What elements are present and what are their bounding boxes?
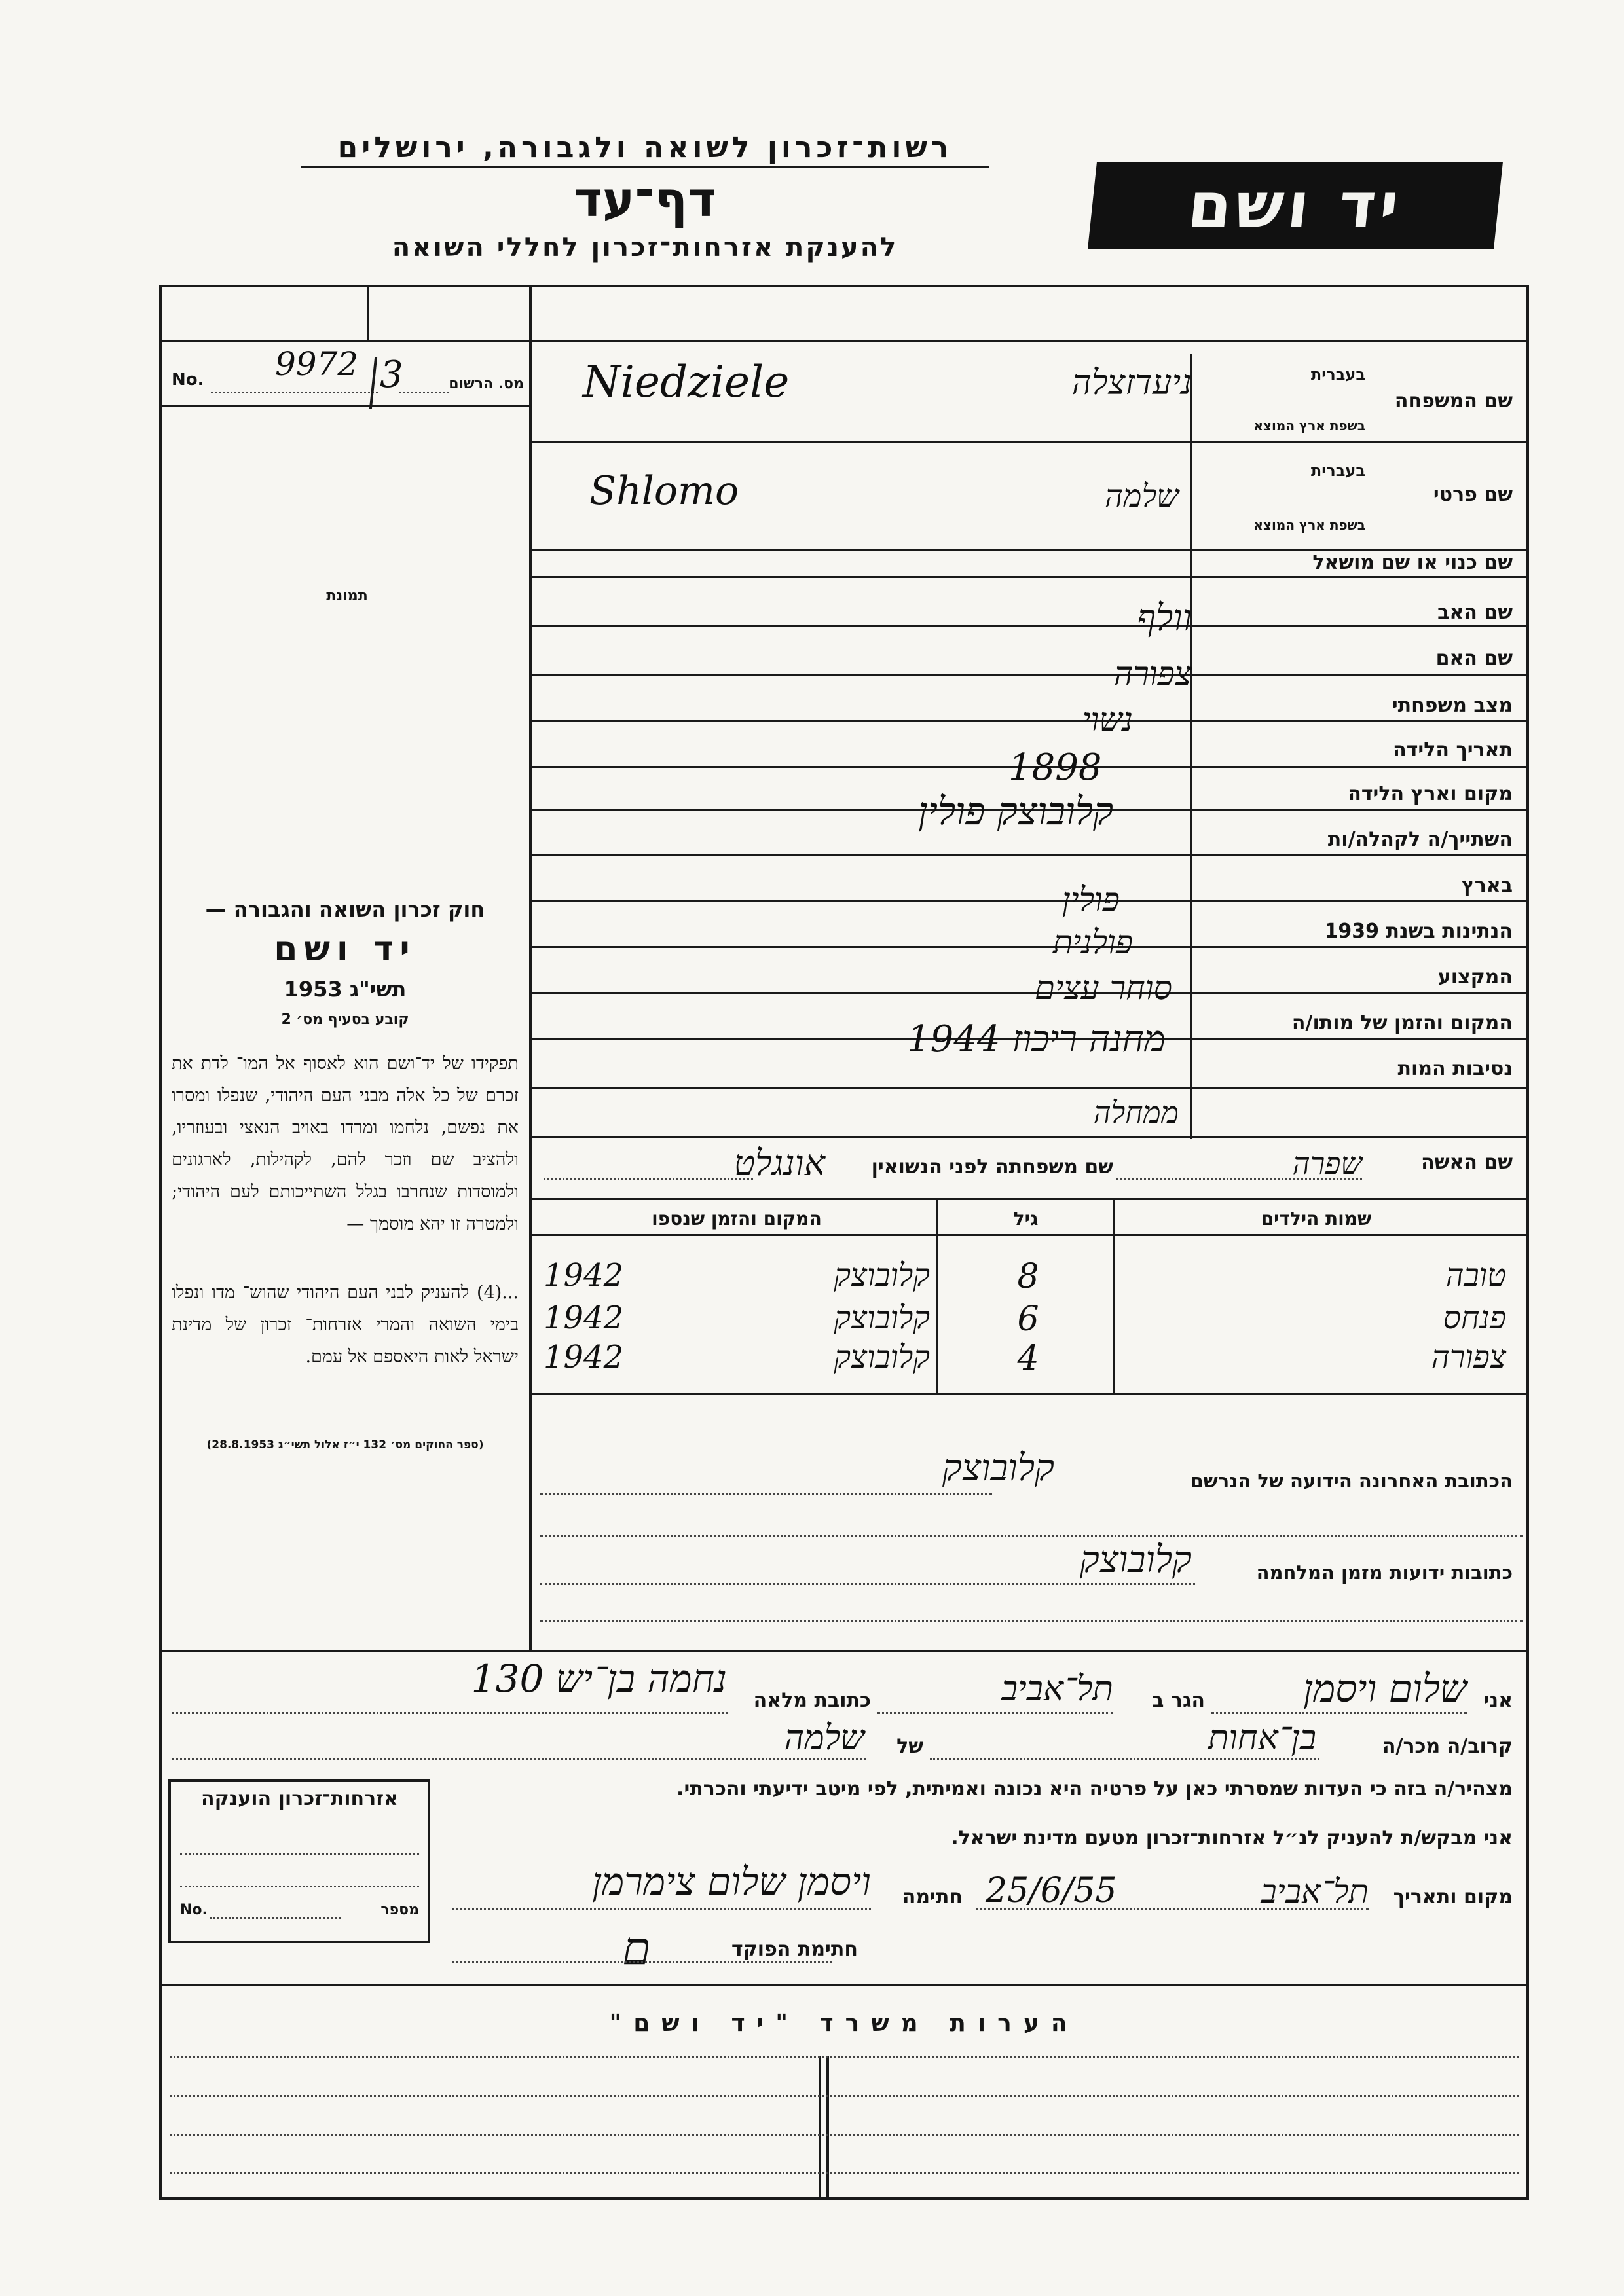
war-address-value: קלובוצק	[1079, 1539, 1192, 1581]
death-place-label: המקום והזמן של מותו/ה	[1291, 1011, 1513, 1034]
surname-label: שם המשפחה	[1394, 390, 1513, 412]
children-header-line	[532, 1234, 1527, 1236]
field-row-line	[532, 549, 1527, 551]
alias-label: שם כנוי או שם מושאל	[1312, 551, 1513, 574]
country-label: בארץ	[1461, 874, 1513, 897]
law-name: יד ושם	[274, 930, 416, 969]
father-name-label: שם האב	[1437, 601, 1513, 624]
surname-origin-value: Niedziele	[583, 357, 790, 407]
full-address-label: כתובת מלאה	[753, 1689, 871, 1712]
relation-value: בן־אחות	[1208, 1719, 1316, 1758]
field-row-line	[532, 625, 1527, 627]
registration-number: 9972	[275, 345, 359, 383]
registration-row-line	[159, 405, 531, 407]
citizenship-dots	[180, 1853, 419, 1855]
children-names-header: שמות הילדים	[1261, 1208, 1372, 1230]
place-date-label: מקום ותאריך	[1393, 1886, 1513, 1908]
field-row-line	[532, 576, 1527, 578]
statement-request: אני מבקש/ת להעניק לנ״ל אזרחות־זכרון מטעם מדינת ישראל.	[951, 1827, 1513, 1850]
citizenship-title: אזרחות־זכרון הוענקה	[200, 1787, 399, 1810]
wife-label: שם האשה	[1421, 1151, 1513, 1174]
given-name-hebrew-sublabel: בעברית	[1310, 462, 1365, 480]
resident-dots	[877, 1712, 1113, 1714]
birth-place-value: קלובוצק פולין	[917, 789, 1113, 833]
form-title: דף־עד	[574, 172, 716, 228]
child-place: קלובוצק	[834, 1300, 930, 1336]
form-subtitle: להענקת אזרחות־זכרון לחללי השואה	[392, 232, 898, 263]
nationality-label: הנתינות בשנת 1939	[1324, 920, 1513, 943]
country-value: פולין	[1061, 881, 1120, 919]
given-name-origin-value: Shlomo	[589, 468, 739, 514]
community-label: השתייך/ה לקהלה/ות	[1327, 828, 1513, 851]
law-clause: קובע בסעיף מס׳ 2	[281, 1011, 409, 1028]
citizenship-number-dots	[210, 1917, 341, 1919]
citizenship-no-label: No.	[180, 1902, 208, 1918]
office-notes-line	[170, 2056, 1519, 2058]
of-label: של	[896, 1735, 923, 1758]
office-notes-divider	[826, 2056, 829, 2198]
wife-maiden-dots	[544, 1178, 753, 1180]
label-column-divider	[1190, 354, 1192, 1139]
given-name-origin-sublabel: בשפת ארץ המוצא	[1253, 517, 1365, 533]
marital-status-value: נשוי	[1082, 701, 1133, 738]
child-place: קלובוצק	[834, 1257, 930, 1294]
nationality-value: פולנית	[1052, 923, 1133, 961]
office-notes-line	[170, 2172, 1519, 2174]
war-address-dots	[540, 1583, 1195, 1585]
mother-name-label: שם האם	[1435, 647, 1513, 670]
surname-hebrew-sublabel: בעברית	[1310, 365, 1365, 384]
last-address-value: קלובוצק	[942, 1447, 1054, 1489]
field-row-line	[532, 1136, 1527, 1138]
authority-underline	[301, 166, 989, 168]
death-circumstances-label: נסיבות המות	[1397, 1057, 1513, 1080]
child-name: צפורה	[1431, 1339, 1506, 1376]
child-age: 6	[1017, 1300, 1039, 1339]
declarant-i-label: אני	[1483, 1689, 1513, 1712]
surname-origin-sublabel: בשפת ארץ המוצא	[1253, 418, 1365, 433]
birth-date-value: 1898	[1008, 746, 1102, 789]
profession-label: המקצוע	[1437, 966, 1513, 989]
wife-maiden-label: שם משפחתה לפני הנשואין	[871, 1156, 1113, 1178]
child-age: 4	[1017, 1339, 1039, 1378]
signature-value: ויסמן שלום צימרמן	[592, 1859, 871, 1904]
children-age-header: גיל	[1013, 1208, 1039, 1230]
mother-name-value: צפורה	[1113, 655, 1192, 693]
field-row-line	[532, 1087, 1527, 1089]
of-name-value: שלמה	[784, 1719, 864, 1758]
given-name-label: שם פרטי	[1433, 483, 1513, 506]
children-place-header: המקום והזמן שנספו	[652, 1208, 822, 1230]
child-name: טובה	[1445, 1257, 1506, 1294]
last-address-label: הכתובת האחרונה הידועה של הנרשם	[1190, 1470, 1513, 1492]
office-notes-divider	[819, 2056, 821, 2198]
resident-label: הגר ב	[1152, 1689, 1205, 1712]
official-signature-label: חתימת הפוקד	[731, 1938, 858, 1961]
address-dots	[540, 1535, 1522, 1537]
child-year: 1942	[544, 1300, 624, 1336]
date-value: 25/6/55	[986, 1871, 1117, 1910]
office-notes-top-line	[159, 1984, 1529, 1986]
statement-truth: מצהיר/ה בזה כי העדות שמסרתי כאן על פרטיה היא נכונה ואמיתית, לפי מיטב ידיעתי והכרתי.	[676, 1777, 1513, 1800]
registration-sub-number: 3	[380, 354, 403, 396]
death-circumstances-value: ממחלה	[1093, 1095, 1179, 1130]
citizenship-number-label: מספר	[380, 1902, 419, 1918]
marital-status-label: מצב משפחתי	[1392, 694, 1513, 717]
law-heading: חוק זכרון השואה והגבורה —	[205, 897, 485, 922]
full-address-value: נחמה בן־יש 130	[471, 1656, 727, 1701]
child-year: 1942	[544, 1339, 624, 1376]
given-name-hebrew-value: שלמה	[1104, 478, 1179, 515]
child-year: 1942	[544, 1257, 624, 1294]
resident-city: תל־אביב	[1001, 1669, 1113, 1709]
photo-label: תמונת	[326, 588, 368, 604]
registration-label: מס. הרשום	[449, 376, 524, 392]
father-name-value: וולף	[1137, 597, 1192, 640]
war-address-label: כתובות ידועות מזמן המלחמה	[1256, 1561, 1513, 1584]
wife-maiden-value: אונגלט	[733, 1142, 825, 1184]
wife-row-line	[532, 1198, 1527, 1200]
signature-dots	[452, 1908, 871, 1910]
top-band-tick	[367, 285, 369, 340]
official-signature-dots	[452, 1961, 832, 1963]
declarant-top-line	[159, 1650, 1529, 1652]
signature-label: חתימה	[902, 1886, 963, 1908]
wife-value: שפרה	[1292, 1146, 1362, 1181]
law-citation: (ספר החוקים מס׳ 132 י״ז אלול תשי״ג 28.8.1953)	[206, 1438, 484, 1451]
place-date-dots	[976, 1908, 1369, 1910]
registration-no-label: No.	[172, 370, 204, 390]
registration-no-dots	[211, 392, 378, 393]
birth-date-label: תאריך הלידה	[1393, 738, 1513, 761]
children-col-divider	[1113, 1200, 1115, 1393]
declarant-name: שלום ויסמן	[1303, 1666, 1467, 1711]
citizenship-dots	[180, 1886, 419, 1887]
field-row-line	[532, 441, 1527, 443]
relative-label: קרוב/ה מכר/ה	[1382, 1735, 1513, 1758]
child-age: 8	[1017, 1257, 1039, 1296]
death-place-value: מחנה ריכוז 1944	[907, 1018, 1166, 1061]
surname-hebrew-value: ניעדזצלה	[1071, 363, 1192, 403]
address-dots	[540, 1620, 1522, 1622]
child-place: קלובוצק	[834, 1339, 930, 1376]
birth-place-label: מקום וארץ הלידה	[1348, 782, 1513, 805]
full-address-dots	[172, 1712, 728, 1714]
last-address-dots	[540, 1493, 992, 1495]
office-notes-title: הערות משרד "יד ושם"	[609, 2010, 1079, 2037]
office-notes-line	[170, 2134, 1519, 2136]
law-year: תשי"ג 1953	[284, 977, 407, 1002]
place-value: תל־אביב	[1261, 1872, 1369, 1910]
left-column-divider	[529, 285, 532, 1650]
logo-text: יד ושם	[1184, 169, 1407, 242]
field-row-line	[532, 854, 1527, 856]
of-name-dots	[172, 1758, 866, 1760]
yad-vashem-logo	[1088, 162, 1503, 249]
office-notes-line	[170, 2095, 1519, 2097]
law-paragraph-1: תפקידו של יד־ושם הוא לאסוף אל המו־ לדת את זכרם של כל אלה מבני העם היהודי, שנפלו ומסרו את נפשם, נלחמו ומרדו באויב הנאצי ובעוזריו, ולהציב שם וזכר להם, לקהילות, לארגונים ולמוסדות שנחרבו בגלל השתייכותם לעם היהודי; ולמטרה זו יהא מוסמך —	[172, 1053, 519, 1234]
wife-dots	[1116, 1178, 1362, 1180]
children-bottom-line	[532, 1393, 1527, 1395]
law-paragraph-2: ...(4) להעניק לבני העם היהודי שהוש־ מדו ונפלו בימי השואה והמרי אזרחות־ זכרון של מדינת ישראל לאות היאספם אל עמם.	[172, 1283, 519, 1367]
top-band-line	[159, 340, 1529, 342]
profession-value: סוחר עצים	[1034, 969, 1172, 1007]
official-signature-mark: ﬦ	[622, 1922, 651, 1975]
authority-line: רשות־זכרון לשואה ולגבורה, ירושלים	[337, 131, 953, 164]
declarant-name-dots	[1211, 1712, 1467, 1714]
child-name: פנחס	[1443, 1300, 1506, 1336]
relation-dots	[930, 1758, 1320, 1760]
